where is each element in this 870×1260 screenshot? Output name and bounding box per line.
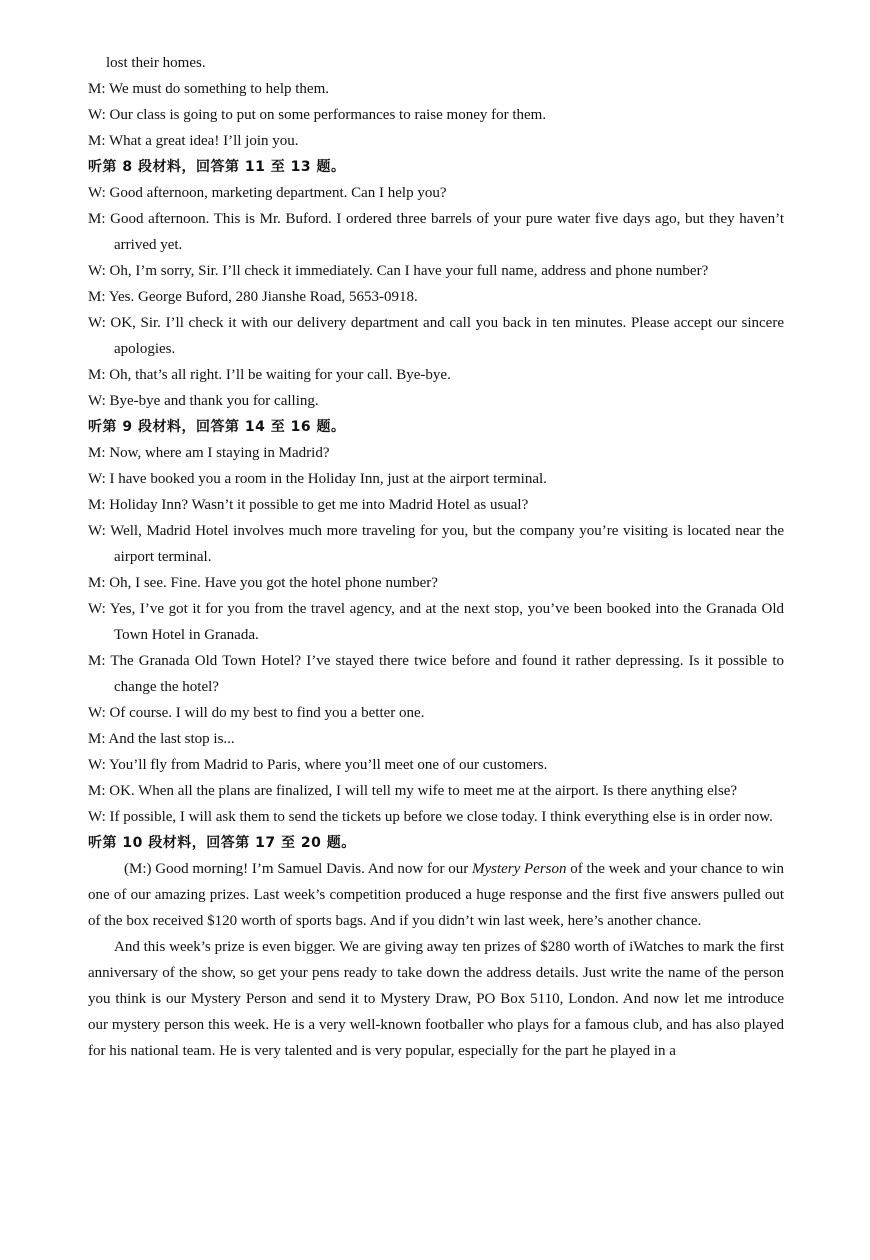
monologue-paragraph-2: And this week’s prize is even bigger. We are giving away ten prizes of $280 worth of iWatches to mark the first anniversary of the show, so get your pens ready to take down the address details. Just write the name of the person you think is our Mystery Person and send it to Mystery Draw, PO Box 5110, London. And now let me introduce our mystery person this week. He is a very well-known footballer who plays for a famous club, and has also played for his national team. He is very talented and is very popular, especially for the part he played in a	[88, 939, 784, 1059]
dialogue-line: W: Good afternoon, marketing department. Can I help you?	[88, 185, 447, 201]
dialogue-line: M: The Granada Old Town Hotel? I’ve stayed there twice before and found it rather depressing. Is it possible to change the hotel?	[88, 653, 784, 695]
dialogue-line: M: We must do something to help them.	[88, 81, 330, 97]
dialogue-line: W: Yes, I’ve got it for you from the travel agency, and at the next stop, you’ve been booked into the Granada Old Town Hotel in Granada.	[88, 601, 784, 643]
dialogue-line: M: Oh, that’s all right. I’ll be waiting for your call. Bye-bye.	[88, 367, 451, 383]
dialogue-line: M: Holiday Inn? Wasn’t it possible to get me into Madrid Hotel as usual?	[88, 497, 529, 513]
continued-line: lost their homes.	[106, 55, 206, 71]
monologue-p1-start: (M:) Good morning! I’m Samuel Davis. And now for our	[124, 861, 472, 877]
section-heading: 听第 9 段材料，回答第 14 至 16 题。	[88, 419, 346, 435]
transcript-page	[88, 50, 784, 1064]
monologue-p1-rest: of the week and your chance to win one of our amazing prizes. Last week’s competition produced a huge response and the first five answers pulled out of the box received $120 worth of sports bags. And if you didn’t win last week, here’s another chance.	[88, 861, 785, 929]
dialogue-line: W: If possible, I will ask them to send the tickets up before we close today. I think everything else is in order now.	[88, 809, 773, 825]
dialogue-line: W: You’ll fly from Madrid to Paris, where you’ll meet one of our customers.	[88, 757, 548, 773]
dialogue-line: M: OK. When all the plans are finalized, I will tell my wife to meet me at the airport. Is there anything else?	[88, 783, 738, 799]
dialogue-line: M: What a great idea! I’ll join you.	[88, 133, 299, 149]
mystery-person-italic: Mystery Person	[471, 861, 567, 877]
dialogue-line: M: Yes. George Buford, 280 Jianshe Road, 5653-0918.	[88, 289, 418, 305]
dialogue-line: W: I have booked you a room in the Holiday Inn, just at the airport terminal.	[88, 471, 547, 487]
transcript-lines	[88, 50, 784, 856]
dialogue-line: M: Oh, I see. Fine. Have you got the hotel phone number?	[88, 575, 438, 591]
dialogue-line: W: Of course. I will do my best to find you a better one.	[88, 705, 425, 721]
section-heading: 听第 8 段材料，回答第 11 至 13 题。	[88, 159, 346, 175]
dialogue-line: W: Our class is going to put on some performances to raise money for them.	[88, 107, 547, 123]
dialogue-line: M: Good afternoon. This is Mr. Buford. I ordered three barrels of your pure water five days ago, but they haven’t arrived yet.	[88, 211, 784, 253]
dialogue-line: W: Bye-bye and thank you for calling.	[88, 393, 319, 409]
dialogue-line: M: Now, where am I staying in Madrid?	[88, 445, 330, 461]
dialogue-line: W: OK, Sir. I’ll check it with our delivery department and call you back in ten minutes. Please accept our sincere apologies.	[88, 315, 784, 357]
dialogue-line: W: Oh, I’m sorry, Sir. I’ll check it immediately. Can I have your full name, address and phone number?	[88, 263, 709, 279]
section-heading: 听第 10 段材料，回答第 17 至 20 题。	[88, 835, 356, 851]
dialogue-line: W: Well, Madrid Hotel involves much more traveling for you, but the company you’re visiting is located near the airport terminal.	[88, 523, 784, 565]
monologue-paragraph-1	[88, 856, 784, 934]
dialogue-line: M: And the last stop is...	[88, 731, 235, 747]
